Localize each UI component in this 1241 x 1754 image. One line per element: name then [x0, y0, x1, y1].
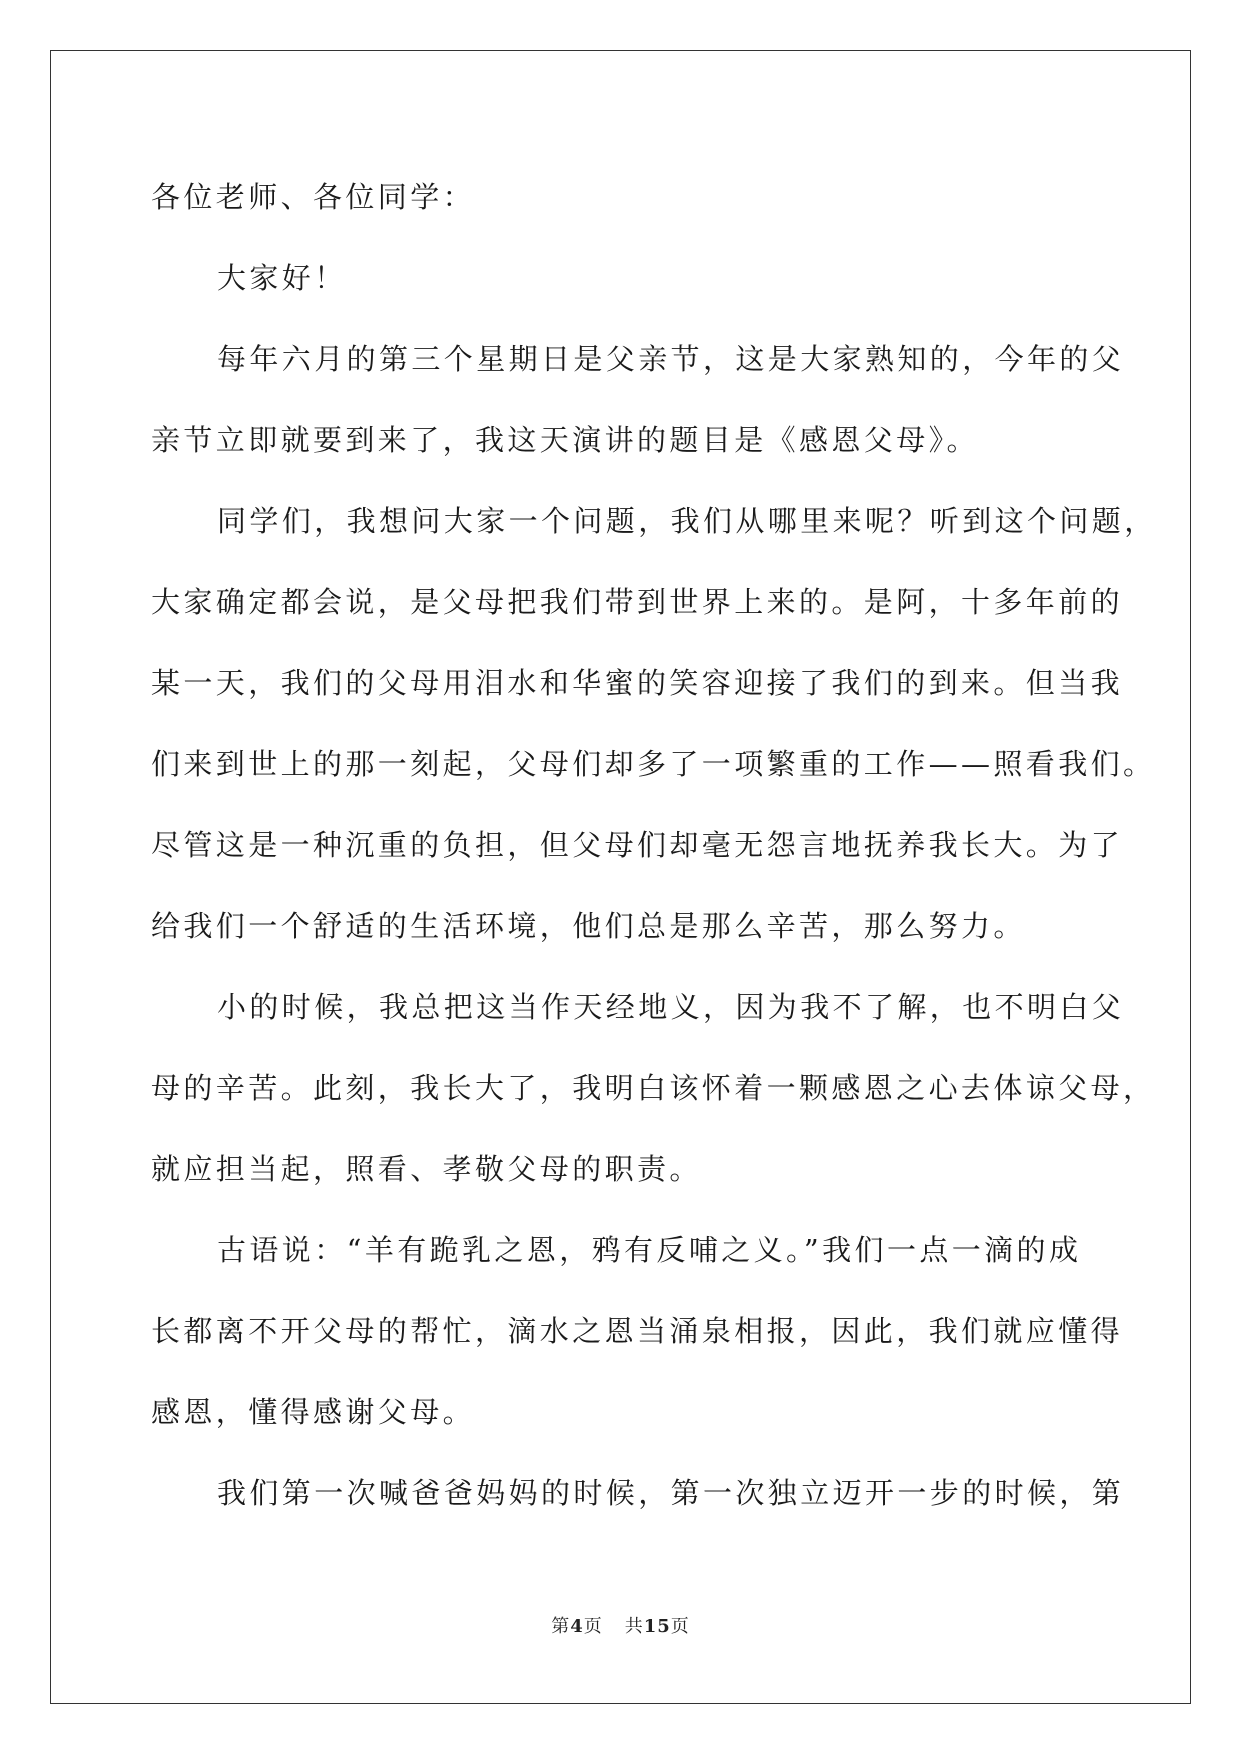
page-number: 4 — [570, 1616, 584, 1637]
text-line: 每年六月的第三个星期日是父亲节，这是大家熟知的，今年的父 — [217, 342, 1125, 376]
text-line: 母的辛苦。此刻，我长大了，我明白该怀着一颗感恩之心去体谅父母， — [151, 1071, 1156, 1105]
text-line: 感恩，懂得感谢父母。 — [151, 1395, 476, 1429]
text-line: 我们第一次喊爸爸妈妈的时候，第一次独立迈开一步的时候，第 — [217, 1476, 1125, 1510]
total-pages: 15 — [643, 1616, 671, 1637]
document-body — [151, 157, 1157, 1534]
text-line: 大家好！ — [217, 261, 347, 295]
text-line: 某一天，我们的父母用泪水和华蜜的笑容迎接了我们的到来。但当我 — [151, 666, 1124, 700]
text-line: 各位老师、各位同学： — [151, 180, 476, 214]
text-line: 给我们一个舒适的生活环境，他们总是那么辛苦，那么努力。 — [151, 909, 1026, 943]
total-prefix: 共 — [624, 1616, 644, 1637]
page-prefix: 第 — [551, 1616, 571, 1637]
text-line: 古语说：“羊有跪乳之恩，鸦有反哺之义。”我们一点一滴的成 — [217, 1233, 1082, 1267]
text-line: 大家确定都会说，是父母把我们带到世界上来的。是阿，十多年前的 — [151, 585, 1124, 619]
text-line: 同学们，我想问大家一个问题，我们从哪里来呢？听到这个问题， — [217, 504, 1157, 538]
page-footer — [0, 1612, 1241, 1638]
page-suffix: 页 — [583, 1616, 603, 1637]
text-line: 尽管这是一种沉重的负担，但父母们却毫无怨言地抚养我长大。为了 — [151, 828, 1124, 862]
text-line: 小的时候，我总把这当作天经地义，因为我不了解，也不明白父 — [217, 990, 1125, 1024]
text-line: 就应担当起，照看、孝敬父母的职责。 — [151, 1152, 702, 1186]
total-suffix: 页 — [670, 1616, 690, 1637]
text-line: 长都离不开父母的帮忙，滴水之恩当涌泉相报，因此，我们就应懂得 — [151, 1314, 1124, 1348]
text-line: 们来到世上的那一刻起，父母们却多了一项繁重的工作——照看我们。 — [151, 747, 1156, 781]
text-line: 亲节立即就要到来了，我这天演讲的题目是《感恩父母》。 — [151, 423, 979, 457]
